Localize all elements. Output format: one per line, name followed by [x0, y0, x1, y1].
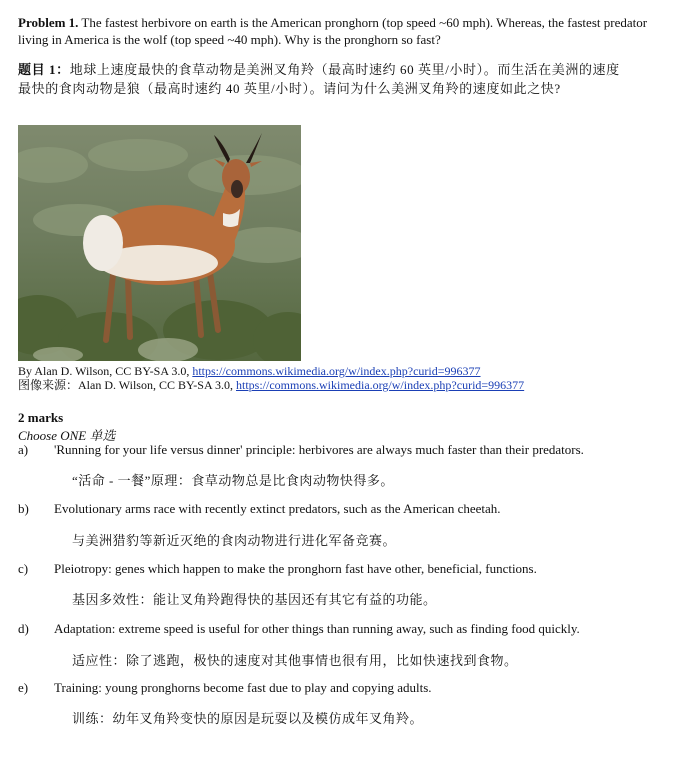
option-b-letter[interactable]: b)	[18, 501, 29, 516]
problem-body-zh: 地球上速度最快的食草动物是美洲叉角羚（最高时速约 60 英里/小时）。而生活在美洲的速度最快的食肉动物是狼（最高时速约 40 英里/小时）。请问为什么美洲叉角羚的速度如此之快?	[18, 62, 620, 96]
option-e-text-en[interactable]: Training: young pronghorns become fast due to play and copying adults.	[54, 680, 432, 695]
option-d-text-zh[interactable]: 适应性：除了逃跑，极快的速度对其他事情也很有用，比如快速找到食物。	[72, 653, 518, 668]
option-e-letter[interactable]: e)	[18, 680, 29, 695]
choose-instruction: Choose ONE 单选	[18, 428, 116, 443]
option-d-text-en[interactable]: Adaptation: extreme speed is useful for other things than running away, such as finding food quickly.	[54, 621, 580, 636]
option-c-text-zh[interactable]: 基因多效性：能让叉角羚跑得快的基因还有其它有益的功能。	[72, 592, 437, 607]
problem-label-zh: 题目 1：	[18, 62, 70, 77]
pronghorn-photo	[18, 125, 301, 361]
credit-en-link[interactable]: https://commons.wikimedia.org/w/index.php?curid=996377	[192, 364, 481, 378]
marks-label: 2 marks	[18, 410, 64, 425]
credit-zh-prefix: 图像来源：Alan D. Wilson, CC BY-SA 3.0,	[18, 378, 236, 392]
problem-text-zh	[18, 60, 628, 98]
problem-text-en	[18, 14, 658, 48]
option-a-text-zh[interactable]: “活命 - 一餐”原理：食草动物总是比食肉动物快得多。	[72, 473, 394, 488]
credit-en-prefix: By Alan D. Wilson, CC BY-SA 3.0,	[18, 364, 193, 378]
option-d-letter[interactable]: d)	[18, 621, 29, 636]
problem-body-en: The fastest herbivore on earth is the American pronghorn (top speed ~60 mph). Whereas, the fastest predator living in America is the wolf (top speed ~40 mph). Why is the pronghorn so fast?	[18, 15, 648, 47]
option-a-letter[interactable]: a)	[18, 442, 29, 457]
problem-label-en: Problem 1.	[18, 15, 79, 30]
image-credit-zh	[18, 378, 678, 392]
credit-zh-link[interactable]: https://commons.wikimedia.org/w/index.php?curid=996377	[235, 378, 525, 392]
option-a-text-en[interactable]: 'Running for your life versus dinner' principle: herbivores are always much faster than their predators.	[54, 442, 584, 457]
image-credit-en	[18, 364, 678, 378]
option-b-text-en[interactable]: Evolutionary arms race with recently extinct predators, such as the American cheetah.	[54, 501, 501, 516]
option-c-letter[interactable]: c)	[18, 561, 29, 576]
option-e-text-zh[interactable]: 训练：幼年叉角羚变快的原因是玩耍以及模仿成年叉角羚。	[72, 711, 424, 726]
option-c-text-en[interactable]: Pleiotropy: genes which happen to make the pronghorn fast have other, beneficial, functions.	[54, 561, 537, 576]
option-b-text-zh[interactable]: 与美洲猎豹等新近灭绝的食肉动物进行进化军备竞赛。	[72, 533, 397, 548]
